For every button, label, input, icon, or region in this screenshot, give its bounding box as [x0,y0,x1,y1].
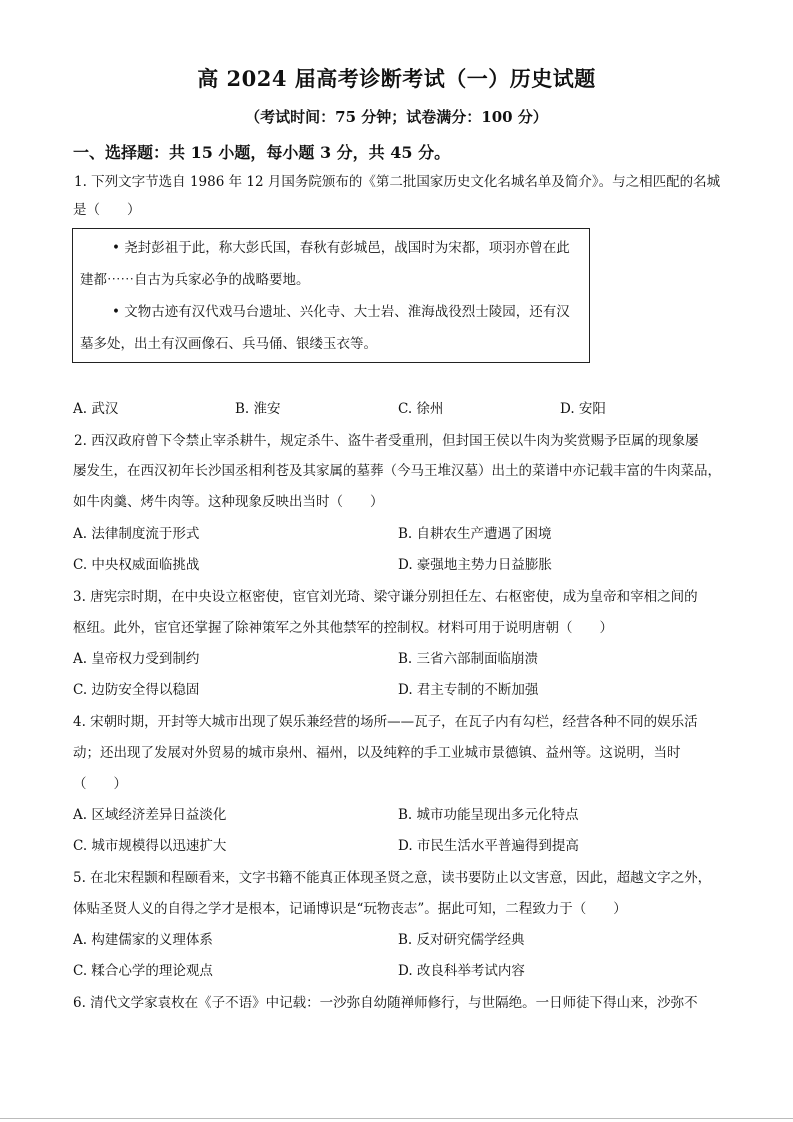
q1-material-line2: 建都⋯⋯自古为兵家必争的战略要地。 [80,272,310,288]
q2-option-c: C. 中央权威面临挑战 [73,557,200,573]
q5-option-d: D. 改良科举考试内容 [398,963,525,979]
q2-option-b: B. 自耕农生产遭遇了困境 [398,526,552,542]
q4-stem-line1: 4. 宋朝时期，开封等大城市出现了娱乐兼经营的场所——瓦子，在瓦子内有勾栏，经营各种不同的娱乐活 [73,714,698,730]
q1-material-line4: 墓多处，出土有汉画像石、兵马俑、银缕玉衣等。 [80,336,377,352]
q1-stem-line1: 1. 下列文字节选自 1986 年 12 月国务院颁布的《第二批国家历史文化名城名单及简介》。与之相匹配的名城 [74,174,721,190]
q3-option-a: A. 皇帝权力受到制约 [73,651,200,667]
q4-stem-line2: 动；还出现了发展对外贸易的城市泉州、福州，以及纯粹的手工业城市景德镇、益州等。这说明，当时 [73,745,681,761]
q4-option-a: A. 区域经济差异日益淡化 [73,807,227,823]
q1-option-d: D. 安阳 [560,401,606,417]
q1-option-a: A. 武汉 [73,401,119,417]
q1-option-c: C. 徐州 [398,401,444,417]
page-title: 高 2024 届高考诊断考试（一）历史试题 [197,66,596,91]
page-bottom-rule [0,1118,793,1119]
q3-option-c: C. 边防安全得以稳固 [73,682,200,698]
q2-option-d: D. 豪强地主势力日益膨胀 [398,557,552,573]
q5-stem-line1: 5. 在北宋程颢和程颐看来，文字书籍不能真正体现圣贤之意，读书要防止以文害意，因此，超越文字之外， [73,870,712,886]
q2-stem-line3: 如牛肉羹、烤牛肉等。这种现象反映出当时（ ） [73,494,384,510]
q3-option-b: B. 三省六部制面临崩溃 [398,651,539,667]
q5-stem-line2: 体贴圣贤人义的自得之学才是根本，记诵博识是“玩物丧志”。据此可知，二程致力于（ ） [73,901,627,917]
q2-option-a: A. 法律制度流于形式 [73,526,200,542]
q4-stem-line3: （ ） [73,776,127,792]
q2-stem-line1: 2. 西汉政府曾下令禁止宰杀耕牛，规定杀牛、盗牛者受重刑，但封国王侯以牛肉为奖赏赐予臣属的现象屡 [74,433,699,449]
q4-option-b: B. 城市功能呈现出多元化特点 [398,807,579,823]
q1-material-line3: • 文物古迹有汉代戏马台遗址、兴化寺、大士岩、淮海战役烈士陵园，还有汉 [112,304,570,320]
q6-stem-line1: 6. 清代文学家袁枚在《子不语》中记载：一沙弥自幼随禅师修行，与世隔绝。一日师徒下得山来，沙弥不 [73,995,698,1011]
q3-stem-line1: 3. 唐宪宗时期，在中央设立枢密使，宦官刘光琦、梁守谦分别担任左、右枢密使，成为皇帝和宰相之间的 [73,589,698,605]
section-heading: 一、选择题：共 15 小题，每小题 3 分，共 45 分。 [73,143,451,162]
q1-stem-line2: 是（ ） [73,202,141,218]
q5-option-b: B. 反对研究儒学经典 [398,932,525,948]
q5-option-a: A. 构建儒家的义理体系 [73,932,213,948]
q3-stem-line2: 枢纽。此外，宦官还掌握了除神策军之外其他禁军的控制权。材料可用于说明唐朝（ ） [73,620,613,636]
q5-option-c: C. 糅合心学的理论观点 [73,963,213,979]
q2-stem-line2: 屡发生，在西汉初年长沙国丞相利苍及其家属的墓葬（今马王堆汉墓）出土的菜谱中亦记载丰富的牛肉菜品， [73,463,721,479]
q4-option-c: C. 城市规模得以迅速扩大 [73,838,227,854]
q1-option-b: B. 淮安 [235,401,281,417]
exam-info: （考试时间：75 分钟；试卷满分：100 分） [245,108,548,126]
q1-material-line1: • 尧封彭祖于此，称大彭氏国，春秋有彭城邑，战国时为宋都，项羽亦曾在此 [112,240,570,256]
q3-option-d: D. 君主专制的不断加强 [398,682,539,698]
q4-option-d: D. 市民生活水平普遍得到提高 [398,838,579,854]
